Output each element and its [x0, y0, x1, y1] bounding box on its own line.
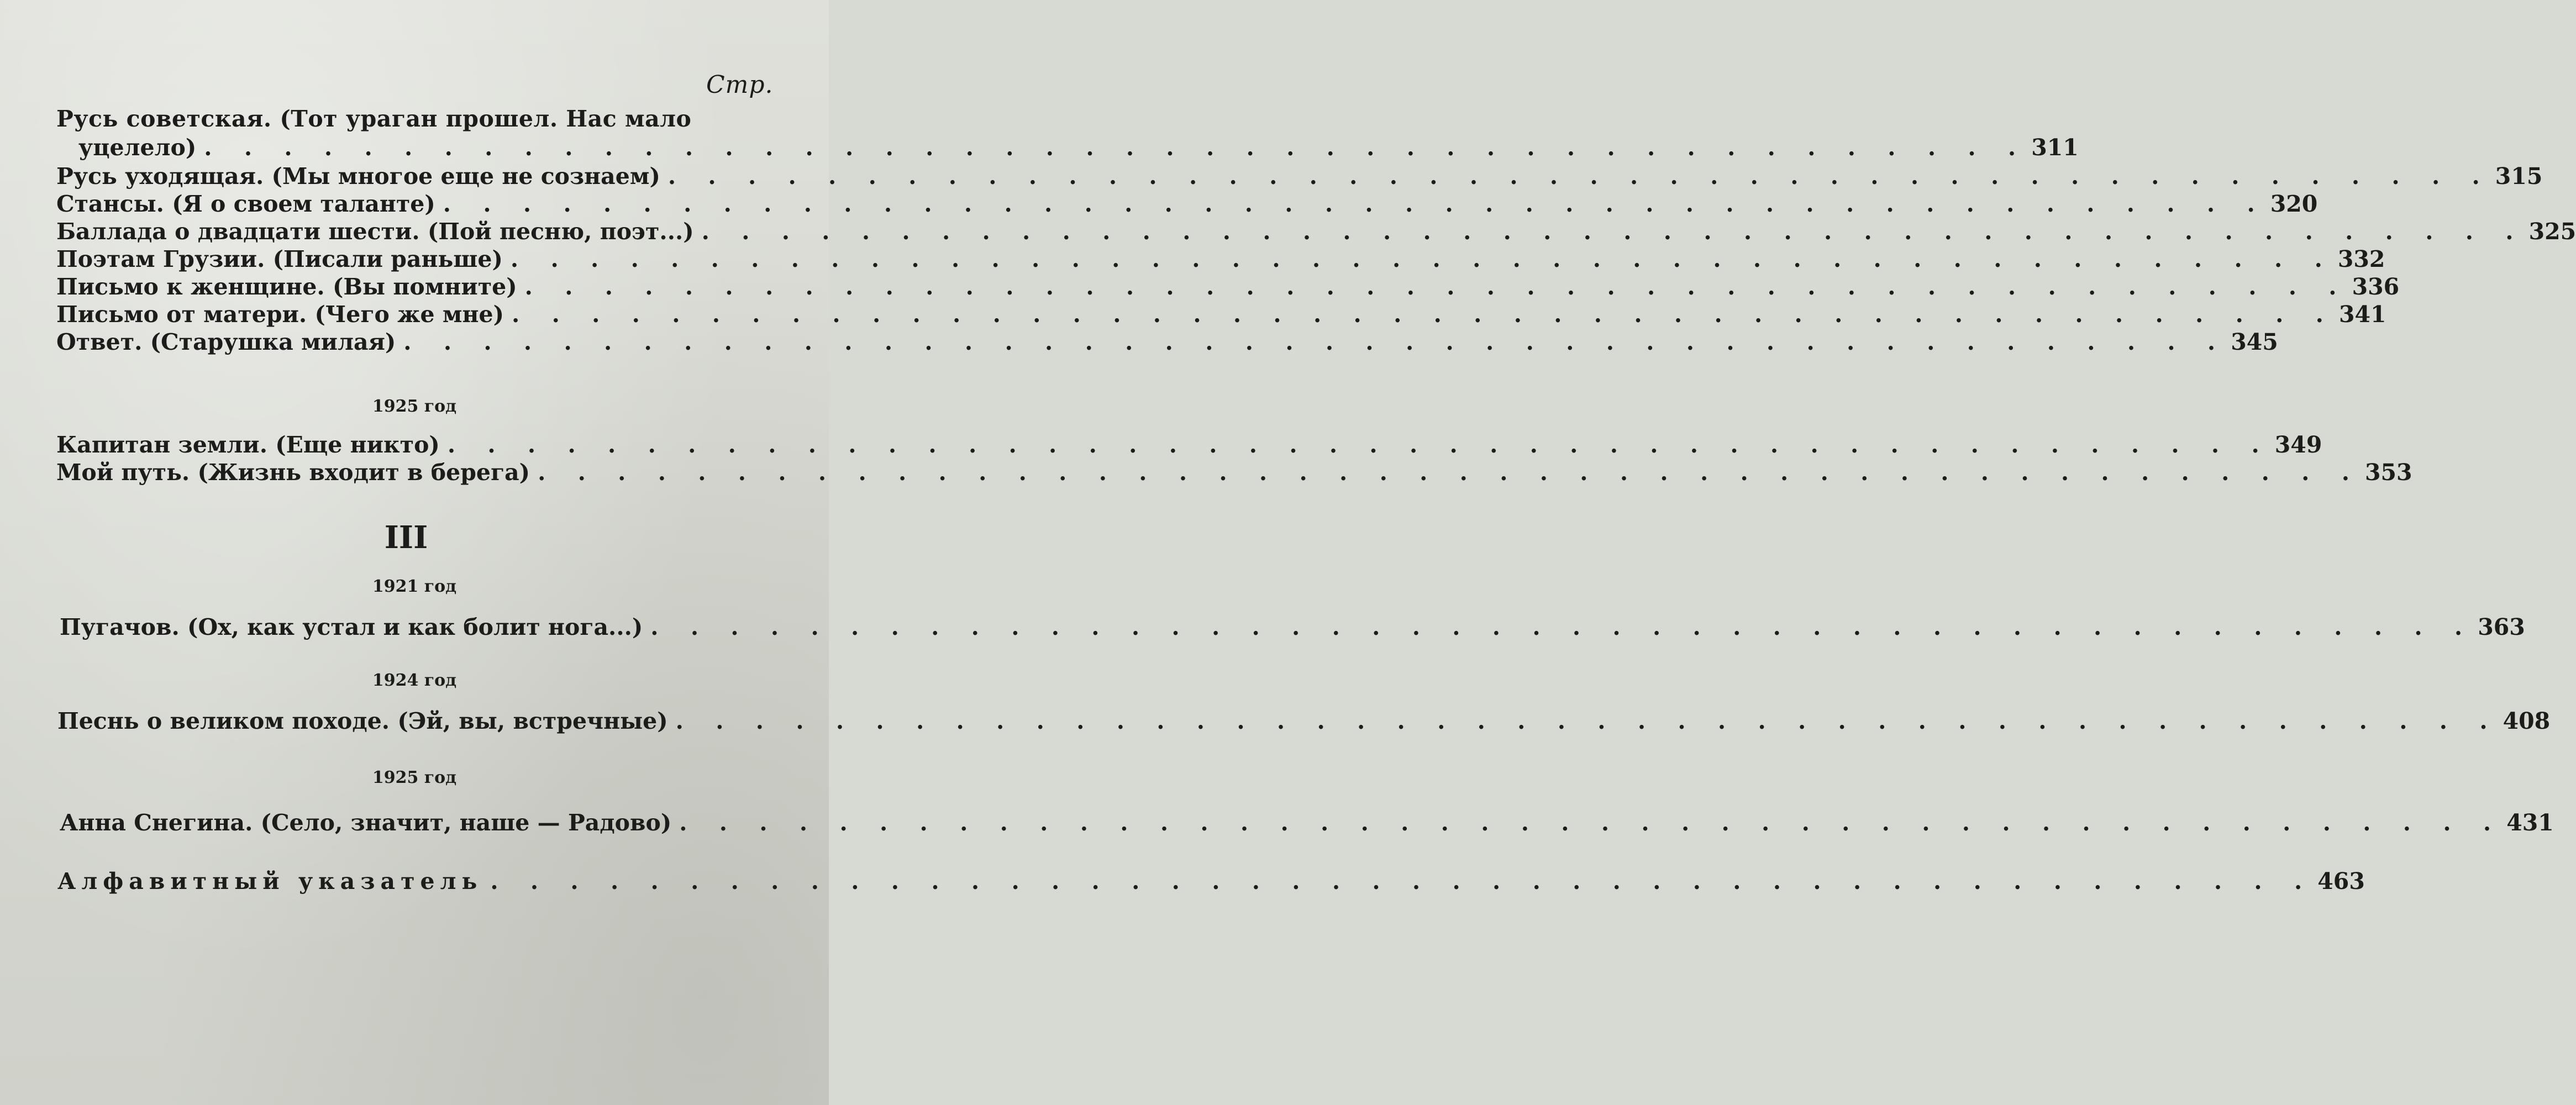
toc-entry-page: 332	[2337, 246, 2385, 272]
toc-entry-title: Стансы. (Я о своем таланте)	[56, 191, 435, 217]
leader-dots	[668, 707, 2500, 735]
toc-entry	[56, 218, 2576, 245]
toc-entry	[56, 328, 2278, 356]
year-heading: 1924 год	[372, 671, 457, 690]
toc-entry-page: 320	[2270, 191, 2318, 217]
leader-dots	[504, 301, 2336, 328]
toc-entry-page: 336	[2352, 273, 2400, 300]
toc-entry	[57, 707, 2551, 735]
toc-entry	[60, 613, 2525, 641]
toc-entry	[56, 459, 2412, 486]
toc-entry-page: 345	[2231, 329, 2278, 355]
toc-entry-title: Песнь о великом походе. (Эй, вы, встречные)	[57, 708, 668, 734]
toc-entry-title: Пугачов. (Ох, как устал и как болит нога...)	[60, 614, 643, 640]
year-heading: 1921 год	[372, 577, 457, 596]
toc-entry	[56, 301, 2386, 328]
toc-entry-page: 408	[2503, 708, 2551, 734]
leader-dots	[196, 134, 2028, 161]
year-heading: 1925 год	[372, 397, 457, 416]
toc-entry-page: 353	[2365, 459, 2412, 486]
toc-entry-title: Капитан земли. (Еще никто)	[56, 432, 440, 458]
leader-dots	[671, 809, 2503, 836]
leader-dots	[530, 459, 2362, 486]
toc-entry-title: Мой путь. (Жизнь входит в берега)	[56, 459, 530, 486]
toc-entry	[78, 134, 2079, 161]
toc-entry-title: Русь уходящая. (Мы многое еще не сознаем)	[56, 163, 660, 190]
toc-entry-page: 315	[2495, 163, 2543, 190]
toc-entry-title: уцелело)	[78, 134, 197, 161]
toc-entry	[56, 431, 2322, 459]
toc-entry	[60, 809, 2554, 836]
toc-entry-page: 349	[2274, 432, 2322, 458]
year-heading: 1925 год	[372, 768, 457, 787]
toc-entry-page: 311	[2031, 134, 2079, 161]
toc-entry-title: Ответ. (Старушка милая)	[56, 329, 396, 355]
toc-entry-page: 431	[2506, 809, 2554, 836]
toc-entry	[56, 245, 2385, 273]
toc-entry	[56, 190, 2318, 218]
leader-dots	[435, 190, 2267, 218]
toc-entry-first-line: Русь советская. (Тот ураган прошел. Нас мало	[56, 106, 692, 132]
page-column-label: Стр.	[706, 71, 774, 99]
leader-dots	[517, 273, 2349, 301]
toc-entry-page: 325	[2528, 218, 2576, 245]
toc-entry	[56, 273, 2400, 301]
toc-entry-title: Баллада о двадцати шести. (Пой песню, поэт...)	[56, 218, 694, 245]
leader-dots	[482, 867, 2314, 895]
toc-entry-title: Письмо к женщине. (Вы помните)	[56, 273, 517, 300]
toc-entry-page: 363	[2478, 614, 2525, 640]
toc-entry-title: Письмо от матери. (Чего же мне)	[56, 301, 504, 328]
toc-entry-title: Анна Снегина. (Село, значит, наше — Радово)	[60, 809, 672, 836]
leader-dots	[660, 162, 2492, 190]
leader-dots	[440, 431, 2272, 459]
leader-dots	[643, 613, 2474, 641]
toc-entry-title: Алфавитный указатель	[57, 868, 483, 894]
leader-dots	[396, 328, 2227, 356]
leader-dots	[503, 245, 2335, 273]
toc-entry-page: 341	[2338, 301, 2386, 328]
toc-entry	[56, 162, 2543, 190]
toc-entry-title: Поэтам Грузии. (Писали раньше)	[56, 246, 503, 272]
toc-entry-page: 463	[2317, 868, 2365, 894]
leader-dots	[694, 218, 2526, 245]
toc-entry-index	[57, 867, 2365, 895]
section-numeral: III	[384, 519, 428, 556]
